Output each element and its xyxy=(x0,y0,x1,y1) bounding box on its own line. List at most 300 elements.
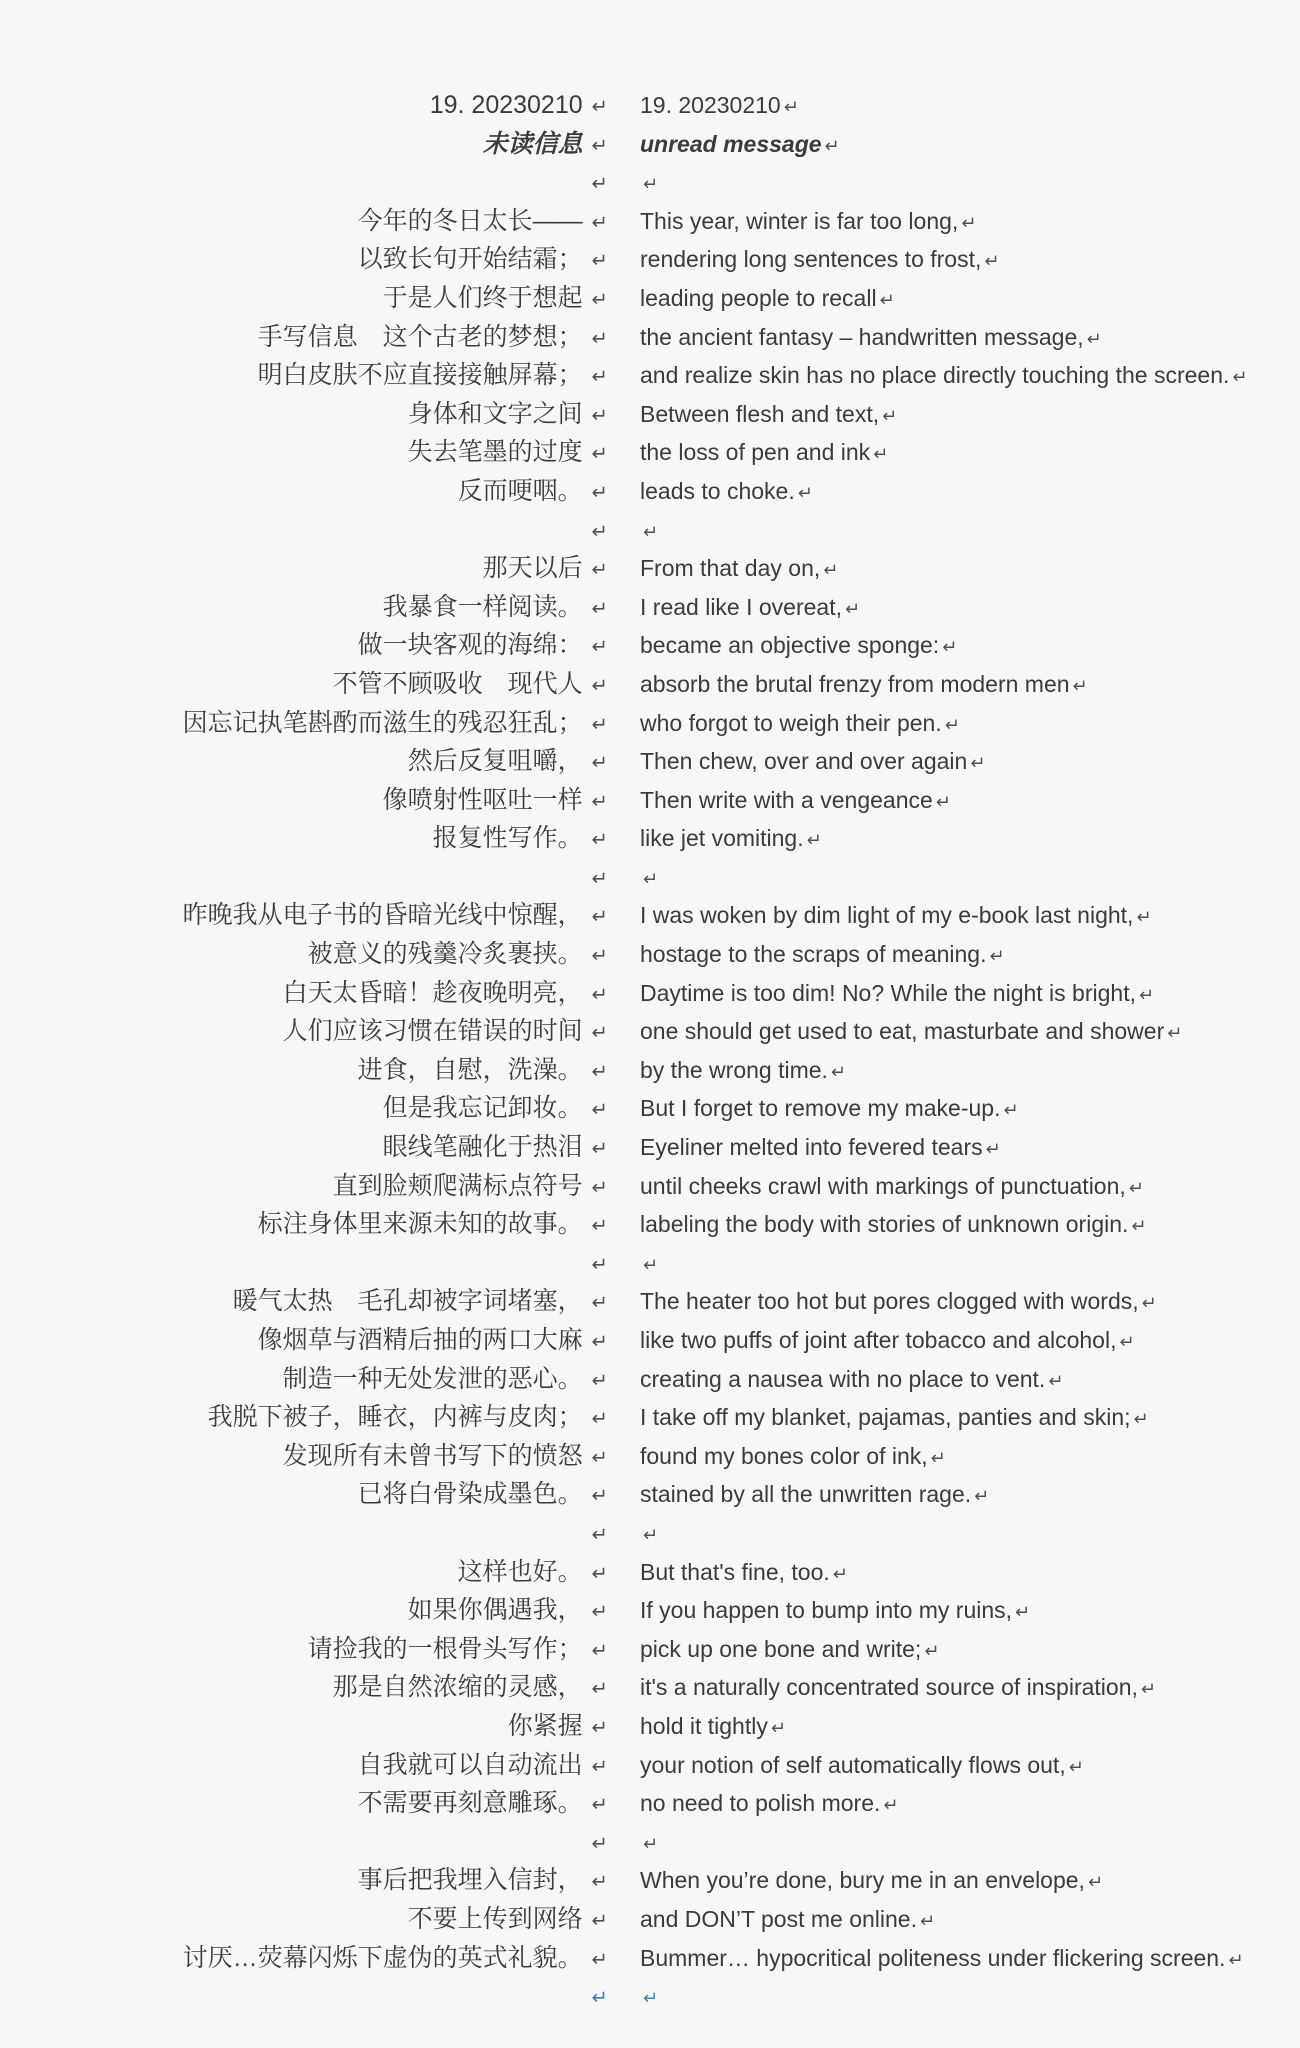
poem-row xyxy=(0,1475,1300,1514)
poem-row xyxy=(0,974,1300,1013)
poem-row xyxy=(0,125,1300,164)
return-mark-icon: ↵ xyxy=(591,250,608,273)
chinese-line-text: 那是自然浓缩的灵感， xyxy=(332,1673,583,1702)
chinese-line-cell xyxy=(0,395,608,436)
return-mark-icon: ↵ xyxy=(591,559,608,582)
poem-row xyxy=(0,511,1300,550)
return-mark-icon: ↵ xyxy=(591,1176,608,1199)
return-mark-icon: ↵ xyxy=(591,713,608,736)
english-line-text: Then write with a vengeance xyxy=(640,786,933,813)
chinese-line-cell xyxy=(0,1360,608,1401)
english-line-text: creating a nausea with no place to vent. xyxy=(640,1365,1046,1392)
english-line-cell xyxy=(640,1591,1030,1632)
return-mark-icon: ↵ xyxy=(643,1524,659,1545)
return-mark-icon: ↵ xyxy=(935,791,951,812)
poem-row xyxy=(0,1900,1300,1939)
return-mark-icon: ↵ xyxy=(591,1871,608,1894)
return-mark-icon: ↵ xyxy=(591,327,608,350)
english-line-text: pick up one bone and write; xyxy=(640,1635,922,1662)
chinese-line-cell xyxy=(0,433,608,474)
chinese-line-text: 暖气太热 毛孔却被字词堵塞， xyxy=(232,1287,583,1316)
return-mark-icon: ↵ xyxy=(591,636,608,659)
return-mark-icon: ↵ xyxy=(1015,1602,1031,1623)
return-mark-icon: ↵ xyxy=(591,1138,608,1161)
chinese-line-text: 眼线笔融化于热泪 xyxy=(382,1133,583,1162)
english-line-cell xyxy=(640,781,951,822)
chinese-line-cell xyxy=(0,1051,608,1092)
english-line-text: your notion of self automatically flows out, xyxy=(640,1751,1066,1778)
poem-row xyxy=(0,202,1300,241)
chinese-line-cell xyxy=(0,511,608,552)
chinese-line-cell xyxy=(0,1437,608,1478)
chinese-line-text: 我暴食一样阅读。 xyxy=(382,592,583,621)
return-mark-icon: ↵ xyxy=(970,753,986,774)
chinese-line-text: 明白皮肤不应直接接触屏幕； xyxy=(257,361,583,390)
chinese-line-text: 不需要再刻意雕琢。 xyxy=(357,1789,583,1818)
chinese-line-cell xyxy=(0,472,608,513)
english-line-cell xyxy=(640,1398,1149,1439)
poem-row xyxy=(0,1360,1300,1399)
return-mark-icon: ↵ xyxy=(942,637,958,658)
english-line-cell xyxy=(640,549,838,590)
return-mark-icon: ↵ xyxy=(591,674,608,697)
english-line-cell xyxy=(640,704,960,745)
return-mark-icon: ↵ xyxy=(1141,1293,1157,1314)
return-mark-icon: ↵ xyxy=(920,1910,936,1931)
poem-row xyxy=(0,356,1300,395)
chinese-line-text: 不管不顾吸收 现代人 xyxy=(332,669,583,698)
return-mark-icon: ↵ xyxy=(643,868,659,889)
poem-row xyxy=(0,1746,1300,1785)
chinese-line-cell xyxy=(0,819,608,860)
return-mark-icon: ↵ xyxy=(797,482,813,503)
return-mark-icon: ↵ xyxy=(643,1833,659,1854)
poem-row xyxy=(0,1707,1300,1746)
return-mark-icon: ↵ xyxy=(1072,675,1088,696)
return-mark-icon: ↵ xyxy=(1086,328,1102,349)
english-line-cell xyxy=(640,1861,1103,1902)
english-line-text: The heater too hot but pores clogged with words, xyxy=(640,1288,1139,1315)
poem-row xyxy=(0,1205,1300,1244)
poem-row xyxy=(0,433,1300,472)
chinese-line-text: 未读信息 xyxy=(482,129,583,158)
poem-row xyxy=(0,1437,1300,1476)
english-line-cell xyxy=(640,86,799,127)
english-line-cell xyxy=(640,1939,1244,1980)
return-mark-icon: ↵ xyxy=(985,1139,1001,1160)
english-line-text: But that's fine, too. xyxy=(640,1558,830,1585)
return-mark-icon: ↵ xyxy=(591,1369,608,1392)
english-line-cell xyxy=(640,1089,1019,1130)
chinese-line-cell xyxy=(0,626,608,667)
chinese-line-text: 反而哽咽。 xyxy=(457,476,583,505)
return-mark-icon: ↵ xyxy=(930,1447,946,1468)
english-line-text: became an objective sponge: xyxy=(640,632,940,659)
poem-row xyxy=(0,279,1300,318)
chinese-line-cell xyxy=(0,1823,608,1864)
return-mark-icon: ↵ xyxy=(591,829,608,852)
english-line-text: hold it tightly xyxy=(640,1712,768,1739)
english-line-text: the ancient fantasy – handwritten message, xyxy=(640,323,1084,350)
chinese-line-text: 身体和文字之间 xyxy=(407,399,583,428)
return-mark-icon: ↵ xyxy=(591,1678,608,1701)
poem-row xyxy=(0,86,1300,125)
english-line-text: and realize skin has no place directly touching the screen. xyxy=(640,362,1230,389)
english-line-text: until cheeks crawl with markings of punctuation, xyxy=(640,1172,1126,1199)
poem-row xyxy=(0,1051,1300,1090)
english-line-cell xyxy=(640,202,976,243)
english-line-cell xyxy=(640,356,1247,397)
english-line-cell xyxy=(640,433,888,474)
chinese-line-cell xyxy=(0,1784,608,1825)
english-line-text: like jet vomiting. xyxy=(640,825,804,852)
english-line-text: one should get used to eat, masturbate and shower xyxy=(640,1018,1165,1045)
english-line-cell xyxy=(640,1360,1063,1401)
english-line-text: 19. 20230210 xyxy=(640,92,781,118)
poem-row xyxy=(0,1823,1300,1862)
chinese-line-text: 白天太昏暗！趁夜晚明亮， xyxy=(282,978,583,1007)
english-line-text: found my bones color of ink, xyxy=(640,1442,928,1469)
return-mark-icon: ↵ xyxy=(830,1061,846,1082)
return-mark-icon: ↵ xyxy=(806,830,822,851)
chinese-line-text: 讨厌…荧幕闪烁下虚伪的英式礼貌。 xyxy=(182,1943,583,1972)
chinese-line-cell xyxy=(0,86,608,127)
return-mark-icon: ↵ xyxy=(591,1253,608,1276)
return-mark-icon: ↵ xyxy=(591,1331,608,1353)
chinese-line-text: 做一块客观的海绵： xyxy=(357,631,583,660)
english-line-text: Eyeliner melted into fevered tears xyxy=(640,1134,983,1161)
chinese-line-text: 但是我忘记卸妆。 xyxy=(382,1094,583,1123)
return-mark-icon: ↵ xyxy=(591,481,608,504)
chinese-line-text: 发现所有未曾书写下的愤怒 xyxy=(282,1441,583,1470)
poem-row xyxy=(0,1784,1300,1823)
chinese-line-cell xyxy=(0,1553,608,1594)
chinese-line-text: 报复性写作。 xyxy=(432,824,583,853)
chinese-line-cell xyxy=(0,1128,608,1169)
return-mark-icon: ↵ xyxy=(1131,1216,1147,1237)
english-line-text: I was woken by dim light of my e-book last night, xyxy=(640,902,1134,929)
english-line-cell xyxy=(640,1668,1156,1709)
english-line-cell xyxy=(640,1437,946,1478)
chinese-line-cell xyxy=(0,974,608,1015)
poem-row xyxy=(0,935,1300,974)
chinese-line-text: 像喷射性呕吐一样 xyxy=(382,785,583,814)
english-line-cell xyxy=(640,1244,658,1285)
english-line-cell xyxy=(640,588,860,629)
chinese-line-text: 人们应该习惯在错误的时间 xyxy=(282,1017,583,1046)
english-line-text: rendering long sentences to frost, xyxy=(640,246,982,273)
english-line-text: stained by all the unwritten rage. xyxy=(640,1481,972,1508)
chinese-line-cell xyxy=(0,1591,608,1632)
poem-row xyxy=(0,1668,1300,1707)
english-line-text: by the wrong time. xyxy=(640,1056,828,1083)
return-mark-icon: ↵ xyxy=(1003,1100,1019,1121)
chinese-line-text: 于是人们终于想起 xyxy=(382,283,583,312)
chinese-line-cell xyxy=(0,1244,608,1285)
return-mark-icon: ↵ xyxy=(1128,1177,1144,1198)
poem-row xyxy=(0,1321,1300,1360)
chinese-line-text: 因忘记执笔斟酌而滋生的残忍狂乱； xyxy=(182,708,583,737)
chinese-line-text: 那天以后 xyxy=(482,554,583,583)
chinese-line-cell xyxy=(0,202,608,243)
english-line-cell xyxy=(640,1205,1146,1246)
english-line-cell xyxy=(640,819,822,860)
chinese-line-cell xyxy=(0,549,608,590)
return-mark-icon: ↵ xyxy=(591,1987,608,2010)
chinese-line-text: 这样也好。 xyxy=(457,1557,583,1586)
english-line-cell xyxy=(640,1167,1144,1208)
poem-row xyxy=(0,1630,1300,1669)
chinese-line-cell xyxy=(0,1398,608,1439)
chinese-line-cell xyxy=(0,1089,608,1130)
return-mark-icon: ↵ xyxy=(770,1717,786,1738)
english-line-text: no need to polish more. xyxy=(640,1790,881,1817)
english-line-cell xyxy=(640,1707,786,1748)
english-line-cell xyxy=(640,935,1005,976)
poem-row xyxy=(0,240,1300,279)
return-mark-icon: ↵ xyxy=(974,1486,990,1507)
return-mark-icon: ↵ xyxy=(643,174,659,195)
chinese-line-cell xyxy=(0,742,608,783)
chinese-line-cell xyxy=(0,858,608,899)
chinese-line-cell xyxy=(0,1205,608,1246)
return-mark-icon: ↵ xyxy=(824,135,840,156)
english-line-cell xyxy=(640,1321,1135,1362)
english-line-text: This year, winter is far too long, xyxy=(640,207,959,234)
english-line-text: But I forget to remove my make-up. xyxy=(640,1095,1001,1122)
return-mark-icon: ↵ xyxy=(882,405,898,426)
english-line-cell xyxy=(640,1746,1084,1787)
english-line-cell xyxy=(640,1900,935,1941)
return-mark-icon: ↵ xyxy=(591,1755,608,1778)
chinese-line-text: 然后反复咀嚼， xyxy=(407,747,583,776)
english-line-cell xyxy=(640,511,658,552)
return-mark-icon: ↵ xyxy=(591,867,608,890)
english-line-cell xyxy=(640,279,895,320)
chinese-line-cell xyxy=(0,781,608,822)
english-line-cell xyxy=(640,1630,939,1671)
poem-row xyxy=(0,896,1300,935)
english-line-cell xyxy=(640,1514,658,1555)
poem-row xyxy=(0,1591,1300,1630)
chinese-line-cell xyxy=(0,1861,608,1902)
english-line-text: Then chew, over and over again xyxy=(640,748,968,775)
chinese-line-text: 今年的冬日太长—— xyxy=(357,206,583,235)
chinese-line-text: 标注身体里来源未知的故事。 xyxy=(257,1210,583,1239)
chinese-line-text: 进食，自慰，洗澡。 xyxy=(357,1055,583,1084)
chinese-line-text: 已将白骨染成墨色。 xyxy=(357,1480,583,1509)
english-line-cell xyxy=(640,1012,1182,1053)
chinese-line-cell xyxy=(0,356,608,397)
chinese-line-cell xyxy=(0,125,608,166)
chinese-line-cell xyxy=(0,1514,608,1555)
chinese-line-cell xyxy=(0,665,608,706)
english-line-text: like two puffs of joint after tobacco and alcohol, xyxy=(640,1327,1117,1353)
return-mark-icon: ↵ xyxy=(783,97,799,117)
poem-row xyxy=(0,1012,1300,1051)
chinese-line-cell xyxy=(0,1167,608,1208)
chinese-line-cell xyxy=(0,1475,608,1516)
chinese-line-cell xyxy=(0,1707,608,1748)
chinese-line-text: 自我就可以自动流出 xyxy=(357,1750,583,1779)
return-mark-icon: ↵ xyxy=(591,1639,608,1662)
return-mark-icon: ↵ xyxy=(1119,1332,1135,1352)
english-line-text: unread message xyxy=(640,130,822,157)
english-line-text: Daytime is too dim! No? While the night is bright, xyxy=(640,979,1136,1006)
return-mark-icon: ↵ xyxy=(591,1601,608,1624)
english-line-cell xyxy=(640,896,1151,937)
return-mark-icon: ↵ xyxy=(591,1292,608,1315)
english-line-cell xyxy=(640,1553,848,1594)
english-line-text: and DON’T post me online. xyxy=(640,1905,917,1932)
return-mark-icon: ↵ xyxy=(591,404,608,427)
return-mark-icon: ↵ xyxy=(591,1716,608,1739)
english-line-text: If you happen to bump into my ruins, xyxy=(640,1597,1013,1624)
chinese-line-cell xyxy=(0,935,608,976)
return-mark-icon: ↵ xyxy=(591,173,608,196)
return-mark-icon: ↵ xyxy=(1140,1679,1156,1700)
poem-row xyxy=(0,1167,1300,1206)
chinese-line-cell xyxy=(0,1630,608,1671)
chinese-line-cell xyxy=(0,240,608,281)
return-mark-icon: ↵ xyxy=(591,790,608,813)
return-mark-icon: ↵ xyxy=(823,560,839,581)
chinese-line-cell xyxy=(0,588,608,629)
return-mark-icon: ↵ xyxy=(591,1446,608,1469)
poem-row xyxy=(0,1514,1300,1553)
poem-row xyxy=(0,1128,1300,1167)
poem-row xyxy=(0,549,1300,588)
return-mark-icon: ↵ xyxy=(1167,1023,1183,1044)
return-mark-icon: ↵ xyxy=(591,752,608,775)
return-mark-icon: ↵ xyxy=(591,211,608,234)
return-mark-icon: ↵ xyxy=(1232,367,1248,388)
chinese-line-text: 制造一种无处发泄的恶心。 xyxy=(282,1364,583,1393)
english-line-cell xyxy=(640,974,1154,1015)
english-line-text: hostage to the scraps of meaning. xyxy=(640,941,987,968)
english-line-text: who forgot to weigh their pen. xyxy=(640,709,942,736)
poem-row xyxy=(0,472,1300,511)
english-line-text: From that day on, xyxy=(640,555,821,582)
english-line-cell xyxy=(640,1051,846,1092)
return-mark-icon: ↵ xyxy=(1068,1756,1084,1777)
english-line-cell xyxy=(640,1475,989,1516)
chinese-line-cell xyxy=(0,1977,608,2018)
chinese-line-text: 如果你偶遇我， xyxy=(407,1596,583,1625)
english-line-cell xyxy=(640,163,658,204)
english-line-cell xyxy=(640,1128,1001,1169)
return-mark-icon: ↵ xyxy=(591,520,608,543)
english-line-cell xyxy=(640,318,1102,359)
poem-row xyxy=(0,742,1300,781)
chinese-line-text: 昨晚我从电子书的昏暗光线中惊醒， xyxy=(182,901,583,930)
poem-row xyxy=(0,1861,1300,1900)
return-mark-icon: ↵ xyxy=(591,597,608,620)
english-line-cell xyxy=(640,125,840,166)
return-mark-icon: ↵ xyxy=(845,598,861,619)
english-line-text: Between flesh and text, xyxy=(640,400,880,427)
english-line-text: it's a naturally concentrated source of inspiration, xyxy=(640,1674,1138,1701)
chinese-line-text: 失去笔墨的过度 xyxy=(407,438,583,467)
chinese-line-cell xyxy=(0,1939,608,1980)
english-line-text: leading people to recall xyxy=(640,284,877,311)
chinese-line-cell xyxy=(0,1668,608,1709)
return-mark-icon: ↵ xyxy=(944,714,960,735)
return-mark-icon: ↵ xyxy=(591,443,608,466)
chinese-line-text: 请捡我的一根骨头写作； xyxy=(307,1634,583,1663)
return-mark-icon: ↵ xyxy=(832,1563,848,1584)
return-mark-icon: ↵ xyxy=(591,1060,608,1083)
english-line-text: When you’re done, bury me in an envelope, xyxy=(640,1867,1085,1894)
return-mark-icon: ↵ xyxy=(879,289,895,310)
english-line-cell xyxy=(640,1784,898,1825)
english-line-text: the loss of pen and ink xyxy=(640,439,871,466)
return-mark-icon: ↵ xyxy=(591,1215,608,1238)
english-line-text: labeling the body with stories of unknown origin. xyxy=(640,1211,1129,1238)
poem-row xyxy=(0,1398,1300,1437)
english-line-cell xyxy=(640,240,999,281)
return-mark-icon: ↵ xyxy=(591,134,608,157)
english-line-cell xyxy=(640,1977,658,2018)
english-line-text: I read like I overeat, xyxy=(640,593,842,620)
return-mark-icon: ↵ xyxy=(591,1794,608,1817)
poem-row xyxy=(0,1089,1300,1128)
english-line-cell xyxy=(640,626,957,667)
poem-row xyxy=(0,626,1300,665)
return-mark-icon: ↵ xyxy=(591,288,608,311)
poem-row xyxy=(0,1939,1300,1978)
return-mark-icon: ↵ xyxy=(1087,1872,1103,1893)
return-mark-icon: ↵ xyxy=(984,251,1000,272)
return-mark-icon: ↵ xyxy=(591,1948,608,1971)
poem-row xyxy=(0,318,1300,357)
chinese-line-cell xyxy=(0,279,608,320)
poem-row xyxy=(0,819,1300,858)
chinese-line-text: 我脱下被子，睡衣，内裤与皮肉； xyxy=(207,1403,583,1432)
return-mark-icon: ↵ xyxy=(1228,1949,1244,1970)
chinese-line-text: 手写信息 这个古老的梦想； xyxy=(257,322,583,351)
chinese-line-cell xyxy=(0,1900,608,1941)
poem-row xyxy=(0,163,1300,202)
english-line-cell xyxy=(640,858,658,899)
return-mark-icon: ↵ xyxy=(591,1099,608,1122)
return-mark-icon: ↵ xyxy=(591,983,608,1006)
return-mark-icon: ↵ xyxy=(591,1022,608,1045)
return-mark-icon: ↵ xyxy=(1138,984,1155,1005)
chinese-line-text: 19. 20230210 xyxy=(429,91,583,119)
english-line-cell xyxy=(640,742,985,783)
return-mark-icon: ↵ xyxy=(1136,907,1152,928)
return-mark-icon: ↵ xyxy=(591,945,608,968)
chinese-line-text: 被意义的残羹冷炙裹挟。 xyxy=(307,940,583,969)
return-mark-icon: ↵ xyxy=(591,1485,608,1508)
poem-row xyxy=(0,395,1300,434)
chinese-line-text: 不要上传到网络 xyxy=(407,1904,583,1933)
chinese-line-text: 事后把我埋入信封， xyxy=(357,1866,583,1895)
english-line-cell xyxy=(640,1823,658,1864)
return-mark-icon: ↵ xyxy=(1048,1370,1064,1391)
chinese-line-cell xyxy=(0,1282,608,1323)
return-mark-icon: ↵ xyxy=(989,946,1005,967)
english-line-cell xyxy=(640,665,1088,706)
return-mark-icon: ↵ xyxy=(591,1562,608,1585)
chinese-line-cell xyxy=(0,318,608,359)
chinese-line-text: 你紧握 xyxy=(507,1711,583,1740)
return-mark-icon: ↵ xyxy=(591,1909,608,1932)
chinese-line-cell xyxy=(0,704,608,745)
english-line-text: leads to choke. xyxy=(640,477,795,504)
return-mark-icon: ↵ xyxy=(924,1640,940,1661)
